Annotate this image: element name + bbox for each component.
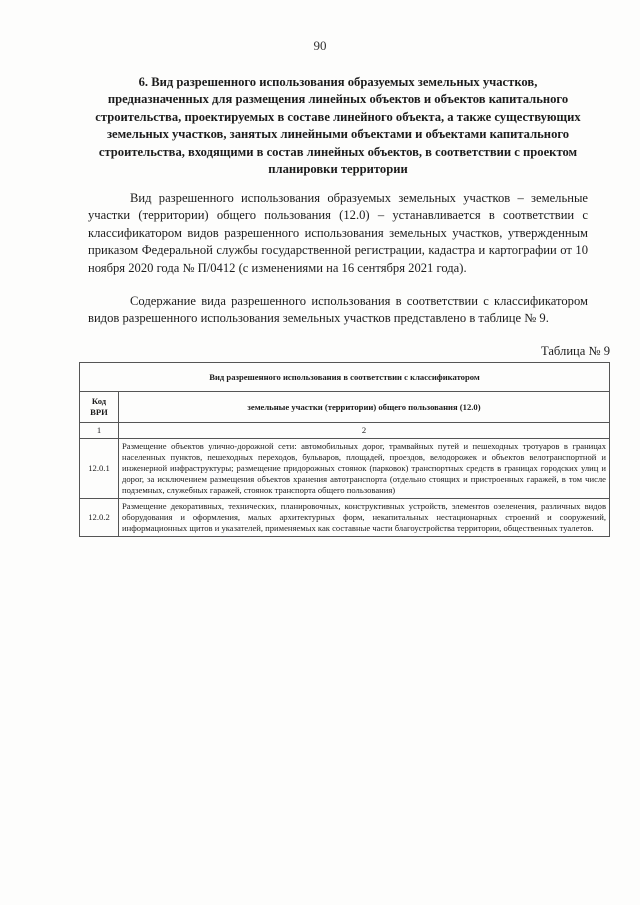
page-number: 90	[313, 38, 327, 53]
row-code: 12.0.2	[80, 499, 119, 537]
paragraph-table-reference: Содержание вида разрешенного использования в соответствии с классификатором видов разрешенного использования земельных участков представлено в таблице № 9.	[88, 294, 588, 326]
row-description: Размещение декоративных, технических, планировочных, конструктивных устройств, элементов озеленения, различных видов оборудования и оформления, малых архитектурных форм, некапитальных нестационарных строений и сооружений, информационных щитов и указателей, применяемых как составные части благоустройства территории, общественных туалетов.	[119, 499, 610, 537]
column-number: 1	[80, 423, 119, 439]
table-header-main: Вид разрешенного использования в соответствии с классификатором	[80, 363, 610, 392]
row-code: 12.0.1	[80, 439, 119, 499]
table-row	[80, 439, 610, 499]
table-header-name: земельные участки (территории) общего пользования (12.0)	[119, 392, 610, 423]
table-row	[80, 499, 610, 537]
vri-table	[79, 362, 610, 537]
table-subheader-row	[80, 392, 610, 423]
column-number: 2	[119, 423, 610, 439]
table-header-code: Код ВРИ	[80, 392, 119, 423]
row-description: Размещение объектов улично-дорожной сети: автомобильных дорог, трамвайных путей и пешеходных тротуаров в границах населенных пунктов, пешеходных переходов, бульваров, площадей, проездов, велодорожек и объектов велотранспортной и инженерной инфраструктуры; размещение придорожных стоянок (парковок) транспортных средств в границах городских улиц и дорог, за исключением размещения объектов хранения автотранспорта (отдельно стоящих и пристроенных гаражей, в том числе подземных, служебных гаражей, стоянок транспорта общего пользования)	[119, 439, 610, 499]
table-header-row	[80, 363, 610, 392]
table-caption: Таблица № 9	[540, 344, 610, 358]
table-column-numbers-row	[80, 423, 610, 439]
section-heading: 6. Вид разрешенного использования образуемых земельных участков, предназначенных для размещения линейных объектов и объектов капитального строительства, проектируемых в составе линейного объекта, а также существующих земельных участков, занятых линейными объектами и объектами капитального строительства, входящими в состав линейных объектов, в соответствии с проектом планировки территории	[95, 75, 581, 177]
paragraph-vri-description: Вид разрешенного использования образуемых земельных участков – земельные участки (территории) общего пользования (12.0) – устанавливается в соответствии с классификатором видов разрешенного использования земельных участков, утвержденным приказом Федеральной службы государственной регистрации, кадастра и картографии от 10 ноября 2020 года № П/0412 (с изменениями на 16 сентября 2021 года).	[88, 191, 588, 275]
